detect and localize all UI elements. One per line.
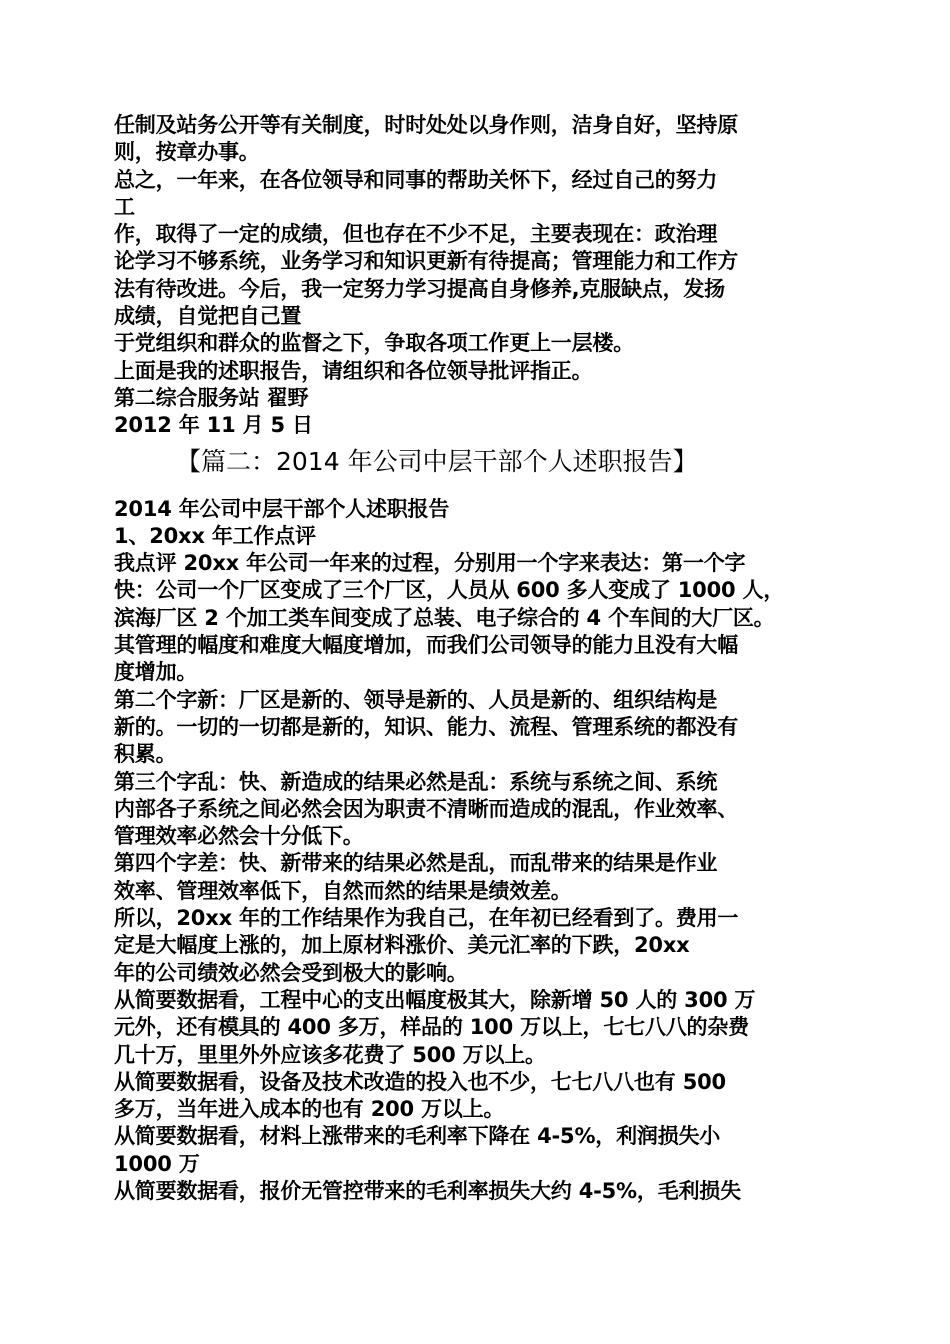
text-line: 则，按章办事。 (114, 140, 260, 165)
text-line: 度增加。 (114, 660, 198, 685)
subsection-title: 1、20xx 年工作点评 (114, 523, 316, 548)
text-line: 管理效率必然会十分低下。 (114, 824, 364, 849)
text-line: 积累。 (114, 742, 177, 767)
text-line: 任制及站务公开等有关制度，时时处处以身作则，洁身自好，坚持原 (114, 113, 738, 137)
text-line: 从简要数据看，报价无管控带来的毛利率损失大约 4-5%，毛利损失 (114, 1178, 741, 1203)
text-line: 作，取得了一定的成绩，但也存在不少不足，主要表现在：政治理 (114, 222, 718, 247)
text-line: 年的公司绩效必然会受到极大的影响。 (114, 960, 468, 985)
text-line: 第三个字乱：快、新造成的结果必然是乱：系统与系统之间、系统 (114, 769, 718, 794)
text-line: 上面是我的述职报告，请组织和各位领导批评指正。 (114, 358, 593, 383)
text-line: 总之，一年来，在各位领导和同事的帮助关怀下，经过自己的努力 (114, 167, 718, 192)
text-block-part2 (114, 496, 846, 1206)
text-line: 其管理的幅度和难度大幅度增加，而我们公司领导的能力且没有大幅 (114, 633, 738, 658)
text-line: 从简要数据看，设备及技术改造的投入也不少，七七八八也有 500 (114, 1069, 726, 1094)
text-line: 我点评 20xx 年公司一年来的过程，分别用一个字来表达：第一个字 (114, 551, 746, 576)
text-line: 第四个字差：快、新带来的结果必然是乱，而乱带来的结果是作业 (114, 851, 718, 876)
text-line: 于党组织和群众的监督之下，争取各项工作更上一层楼。 (114, 331, 634, 356)
text-line: 1000 万 (114, 1151, 200, 1176)
section-heading: 【篇二：2014 年公司中层干部个人述职报告】 (176, 446, 698, 476)
text-line: 效率、管理效率低下，自然而然的结果是绩效差。 (114, 878, 572, 903)
text-line: 元外，还有模具的 400 多万，样品的 100 万以上，七七八八的杂费 (114, 1015, 749, 1040)
text-line: 论学习不够系统，业务学习和知识更新有待提高；管理能力和工作方 (114, 249, 738, 274)
text-line: 滨海厂区 2 个加工类车间变成了总装、电子综合的 4 个车间的大厂区。 (114, 605, 775, 630)
spacer (114, 484, 846, 496)
text-line: 所以，20xx 年的工作结果作为我自己，在年初已经看到了。费用一 (114, 906, 739, 931)
signature-line: 第二综合服务站 翟野 (114, 385, 309, 410)
document-page (114, 112, 846, 1205)
date-line: 2012 年 11 月 5 日 (114, 413, 313, 438)
text-line: 工 (114, 194, 135, 219)
text-line: 成绩，自觉把自己置 (114, 304, 302, 329)
text-line: 从简要数据看，材料上涨带来的毛利率下降在 4-5%，利润损失小 (114, 1124, 721, 1149)
text-block-part1 (114, 112, 846, 440)
text-line: 内部各子系统之间必然会因为职责不清晰而造成的混乱，作业效率、 (114, 796, 738, 821)
report-title: 2014 年公司中层干部个人述职报告 (114, 496, 450, 521)
text-line: 定是大幅度上涨的，加上原材料涨价、美元汇率的下跌，20xx (114, 933, 690, 958)
text-line: 多万，当年进入成本的也有 200 万以上。 (114, 1097, 505, 1122)
text-line: 从简要数据看，工程中心的支出幅度极其大，除新增 50 人的 300 万 (114, 987, 756, 1012)
text-line: 第二个字新：厂区是新的、领导是新的、人员是新的、组织结构是 (114, 687, 718, 712)
text-line: 快：公司一个厂区变成了三个厂区，人员从 600 多人变成了 1000 人， (114, 578, 785, 603)
text-line: 新的。一切的一切都是新的，知识、能力、流程、管理系统的都没有 (114, 714, 738, 739)
text-line: 几十万，里里外外应该多花费了 500 万以上。 (114, 1042, 546, 1067)
text-line: 法有待改进。今后，我一定努力学习提高自身修养,克服缺点，发扬 (114, 276, 725, 301)
